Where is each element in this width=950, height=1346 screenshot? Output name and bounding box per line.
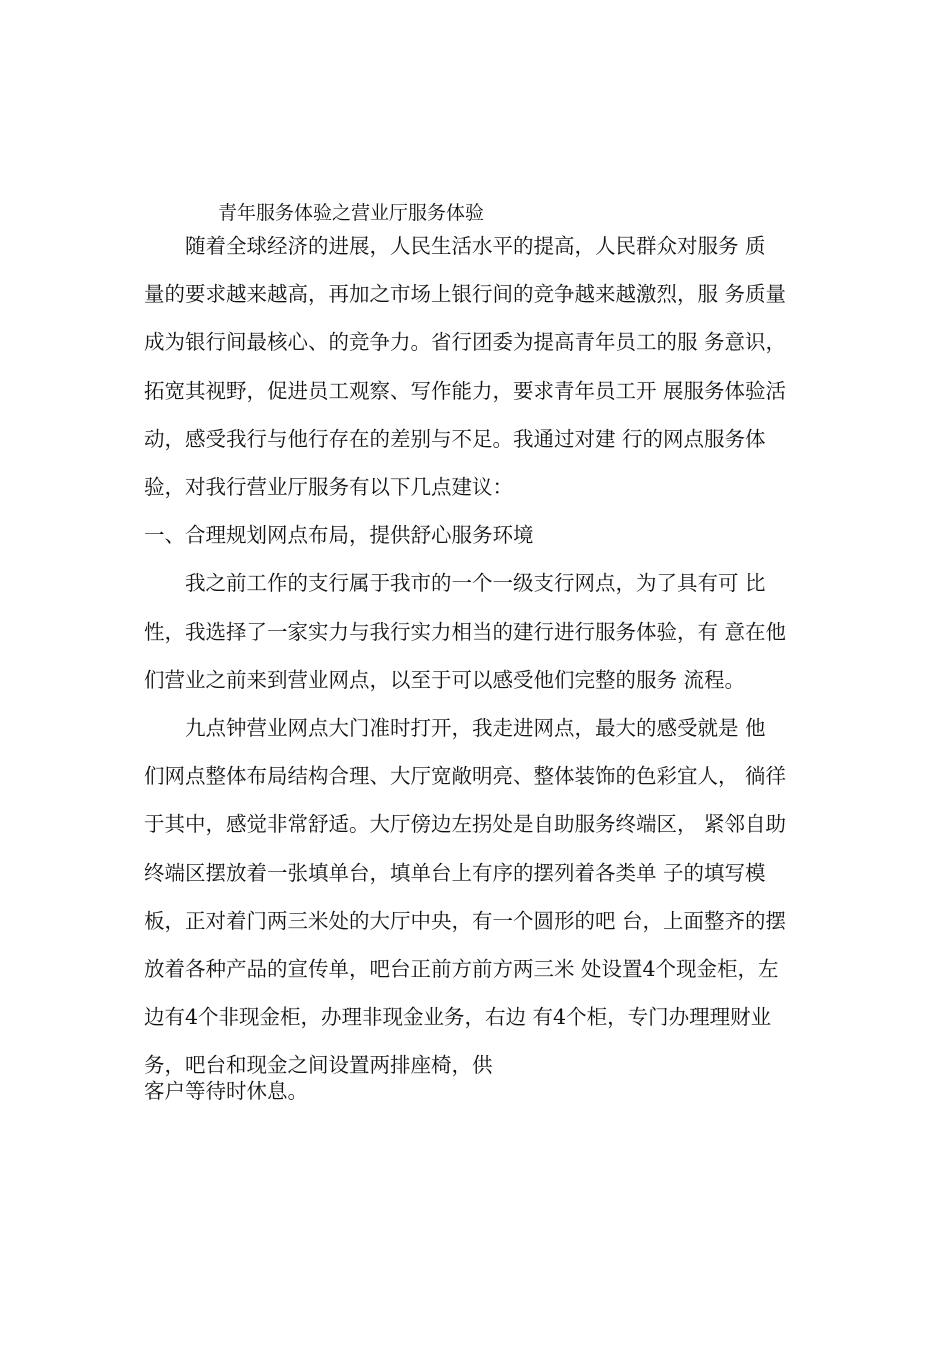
text-line: 我之前工作的支行属于我市的一个一级支行网点，为了具有可 比 [144, 571, 766, 596]
text-line: 边有4个非现金柜，办理非现金业务，右边 有4个柜，专门办理理财业 [144, 1005, 772, 1030]
text-line: 于其中，感觉非常舒适。大厅傍边左拐处是自助服务终端区， 紧邻自助 [144, 812, 787, 837]
final-line: 客户等待时休息。 [144, 1078, 308, 1103]
text-line: 拓宽其视野，促进员工观察、写作能力，要求青年员工开 展服务体验活 [144, 378, 787, 403]
text-line: 九点钟营业网点大门准时打开，我走进网点，最大的感受就是 他 [144, 716, 766, 741]
text-line: 量的要求越来越高，再加之市场上银行间的竞争越来越激烈，服 务质量 [144, 282, 787, 307]
text-line: 们营业之前来到营业网点，以至于可以感受他们完整的服务 流程。 [144, 667, 746, 692]
paragraph-branch-layout [144, 704, 834, 1090]
paragraph-intro [144, 222, 834, 511]
document-title: 青年服务体验之营业厅服务体验 [218, 202, 485, 224]
text-line: 动，感受我行与他行存在的差别与不足。我通过对建 行的网点服务体 [144, 426, 766, 451]
text-line: 们网点整体布局结构合理、大厅宽敞明亮、整体装饰的色彩宜人， 徜徉 [144, 764, 787, 789]
text-line: 成为银行间最核心、的竞争力。省行团委为提高青年员工的服 务意识， [144, 330, 787, 355]
text-line: 终端区摆放着一张填单台，填单台上有序的摆列着各类单 子的填写模 [144, 860, 766, 885]
text-line: 放着各种产品的宣传单，吧台正前方前方两三米 处设置4个现金柜，左 [144, 957, 779, 982]
paragraph-branch-choice [144, 559, 834, 704]
text-line: 验，对我行营业厅服务有以下几点建议： [144, 475, 513, 500]
text-line: 性，我选择了一家实力与我行实力相当的建行进行服务体验，有 意在他 [144, 619, 787, 644]
section-heading: 一、合理规划网点布局，提供舒心服务环境 [144, 523, 534, 548]
text-line: 板，正对着门两三米处的大厅中央，有一个圆形的吧 台，上面整齐的摆 [144, 908, 787, 933]
text-line: 随着全球经济的进展，人民生活水平的提高，人民群众对服务 质 [144, 234, 766, 258]
document-body [144, 222, 834, 1104]
text-line: 务，吧台和现金之间设置两排座椅，供 [144, 1053, 493, 1078]
